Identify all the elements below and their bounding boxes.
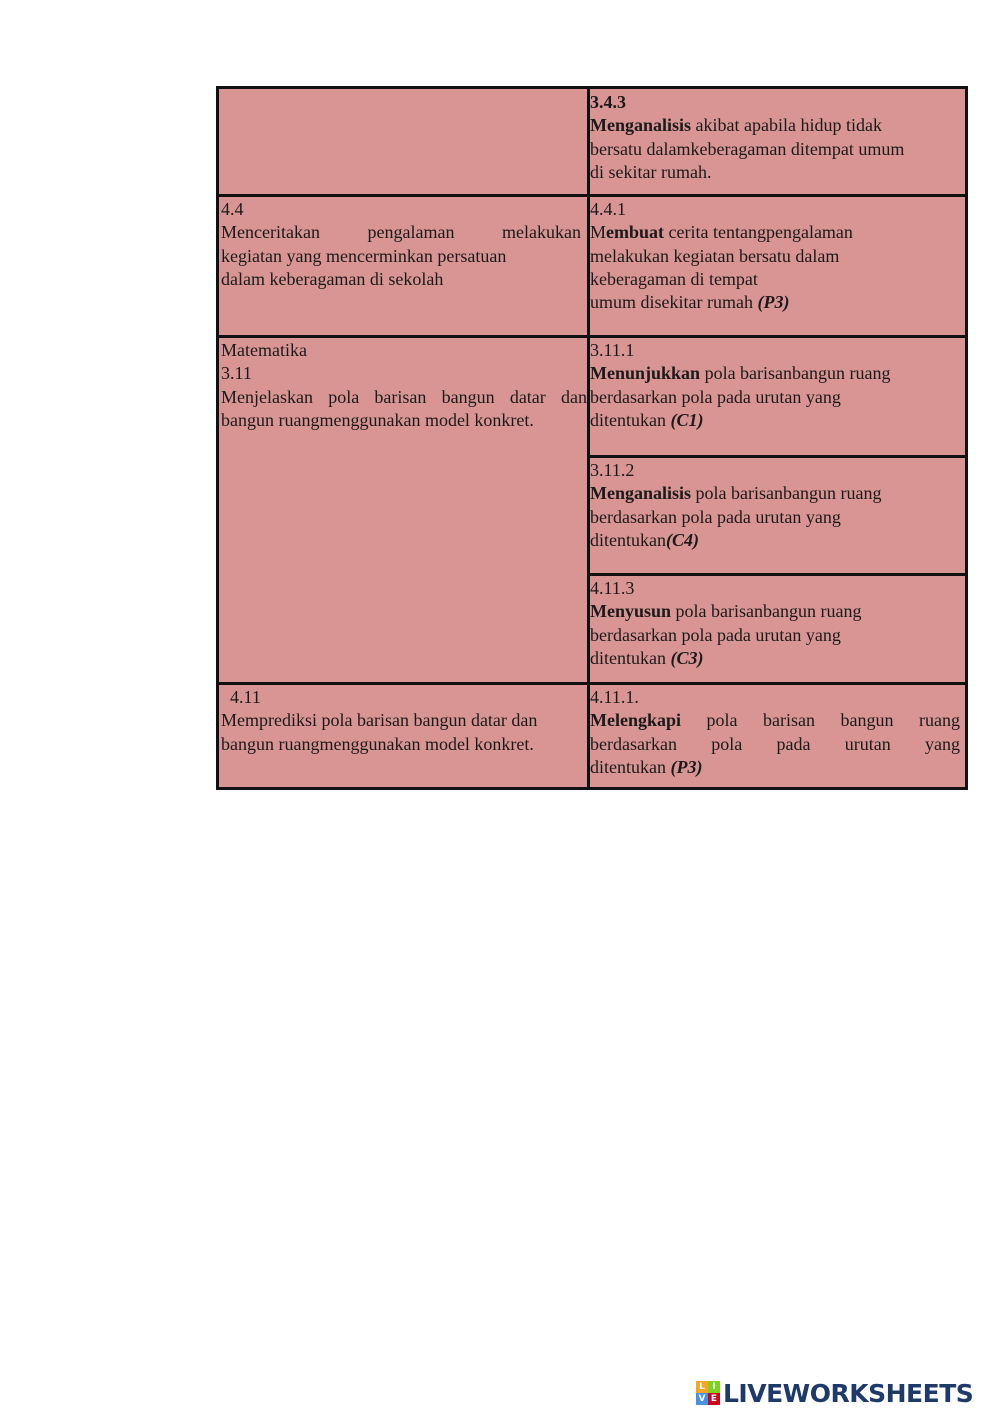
indicator-text: pola barisanbangun ruang xyxy=(691,483,882,504)
competency-cell xyxy=(221,198,581,291)
indicator-tag: (P3) xyxy=(670,756,703,777)
competency-table xyxy=(216,86,968,790)
indicator-tag: (C3) xyxy=(670,647,704,668)
indicator-verb: Menganalisis xyxy=(590,115,692,136)
indicator-code: 3.4.3 xyxy=(590,92,626,112)
indicator-text: ditentukan xyxy=(590,647,671,668)
logo-letter: I xyxy=(708,1381,720,1393)
indicator-tag: (P3) xyxy=(757,292,790,313)
indicator-code: 4.11.1. xyxy=(590,687,639,707)
competency-text: bangun ruangmenggunakan model konkret. xyxy=(221,409,534,430)
competency-text: Memprediksi pola barisan bangun datar dan xyxy=(221,710,538,731)
competency-code: 4.11 xyxy=(221,687,261,707)
indicator-cell xyxy=(590,339,966,432)
competency-text: bangun ruangmenggunakan model konkret. xyxy=(221,733,534,754)
indicator-verb-prefix: M xyxy=(590,222,607,243)
indicator-verb: embuat xyxy=(606,222,665,243)
competency-code: 4.4 xyxy=(221,199,244,219)
indicator-text: bersatu dalamkeberagaman ditempat umum xyxy=(590,138,905,159)
row-divider xyxy=(587,573,965,576)
indicator-cell xyxy=(590,577,966,670)
indicator-text: melakukan kegiatan bersatu dalam xyxy=(590,245,840,266)
indicator-text: pola barisan bangun ruang xyxy=(681,710,960,731)
brand-name: LIVEWORKSHEETS xyxy=(723,1378,974,1408)
competency-cell xyxy=(221,686,581,756)
indicator-text: berdasarkan pola pada urutan yang xyxy=(590,624,841,645)
indicator-cell xyxy=(590,91,966,184)
logo-letter: L xyxy=(696,1381,708,1393)
indicator-text: cerita tentangpengalaman xyxy=(664,222,853,243)
indicator-text: pola barisanbangun ruang xyxy=(671,601,862,622)
indicator-text: akibat apabila hidup tidak xyxy=(691,115,882,136)
indicator-code: 3.11.1 xyxy=(590,340,635,360)
indicator-cell xyxy=(590,686,960,779)
indicator-tag: (C1) xyxy=(670,409,704,430)
indicator-text: keberagaman di tempat xyxy=(590,268,758,289)
indicator-code: 3.11.2 xyxy=(590,460,635,480)
indicator-code: 4.4.1 xyxy=(590,199,626,219)
row-divider xyxy=(219,335,965,338)
indicator-text: pola barisanbangun ruang xyxy=(700,363,891,384)
competency-text: kegiatan yang mencerminkan persatuan xyxy=(221,245,507,266)
indicator-text: ditentukan xyxy=(590,756,671,777)
indicator-text: di sekitar rumah. xyxy=(590,161,712,182)
indicator-text: ditentukan xyxy=(590,409,671,430)
indicator-cell xyxy=(590,198,966,314)
competency-text: Menjelaskan pola barisan bangun datar dan xyxy=(221,386,587,407)
indicator-verb: Menyusun xyxy=(590,601,672,622)
logo-letter: V xyxy=(696,1393,708,1405)
row-divider xyxy=(219,682,965,685)
logo-letter: E xyxy=(708,1393,720,1405)
subject-label: Matematika xyxy=(221,340,307,360)
competency-code: 3.11 xyxy=(221,363,252,384)
liveworksheets-logo-icon xyxy=(696,1381,720,1405)
indicator-verb: Melengkapi xyxy=(590,710,682,731)
row-divider xyxy=(219,194,965,197)
indicator-cell xyxy=(590,459,966,552)
indicator-text: umum disekitar rumah xyxy=(590,292,758,313)
competency-text: Menceritakan pengalaman melakukan xyxy=(221,222,581,243)
competency-cell xyxy=(221,339,587,432)
indicator-verb: Menganalisis xyxy=(590,483,692,504)
row-divider xyxy=(587,455,965,458)
liveworksheets-logo[interactable] xyxy=(696,1378,973,1408)
indicator-verb: Menunjukkan xyxy=(590,363,701,384)
indicator-tag: (C4) xyxy=(665,529,699,550)
competency-text: dalam keberagaman di sekolah xyxy=(221,268,444,289)
indicator-text: berdasarkan pola pada urutan yang xyxy=(590,506,841,527)
indicator-text: berdasarkan pola pada urutan yang xyxy=(590,386,841,407)
indicator-text: berdasarkan pola pada urutan yang xyxy=(590,733,960,754)
indicator-text: ditentukan xyxy=(590,529,666,550)
indicator-code: 4.11.3 xyxy=(590,578,635,598)
